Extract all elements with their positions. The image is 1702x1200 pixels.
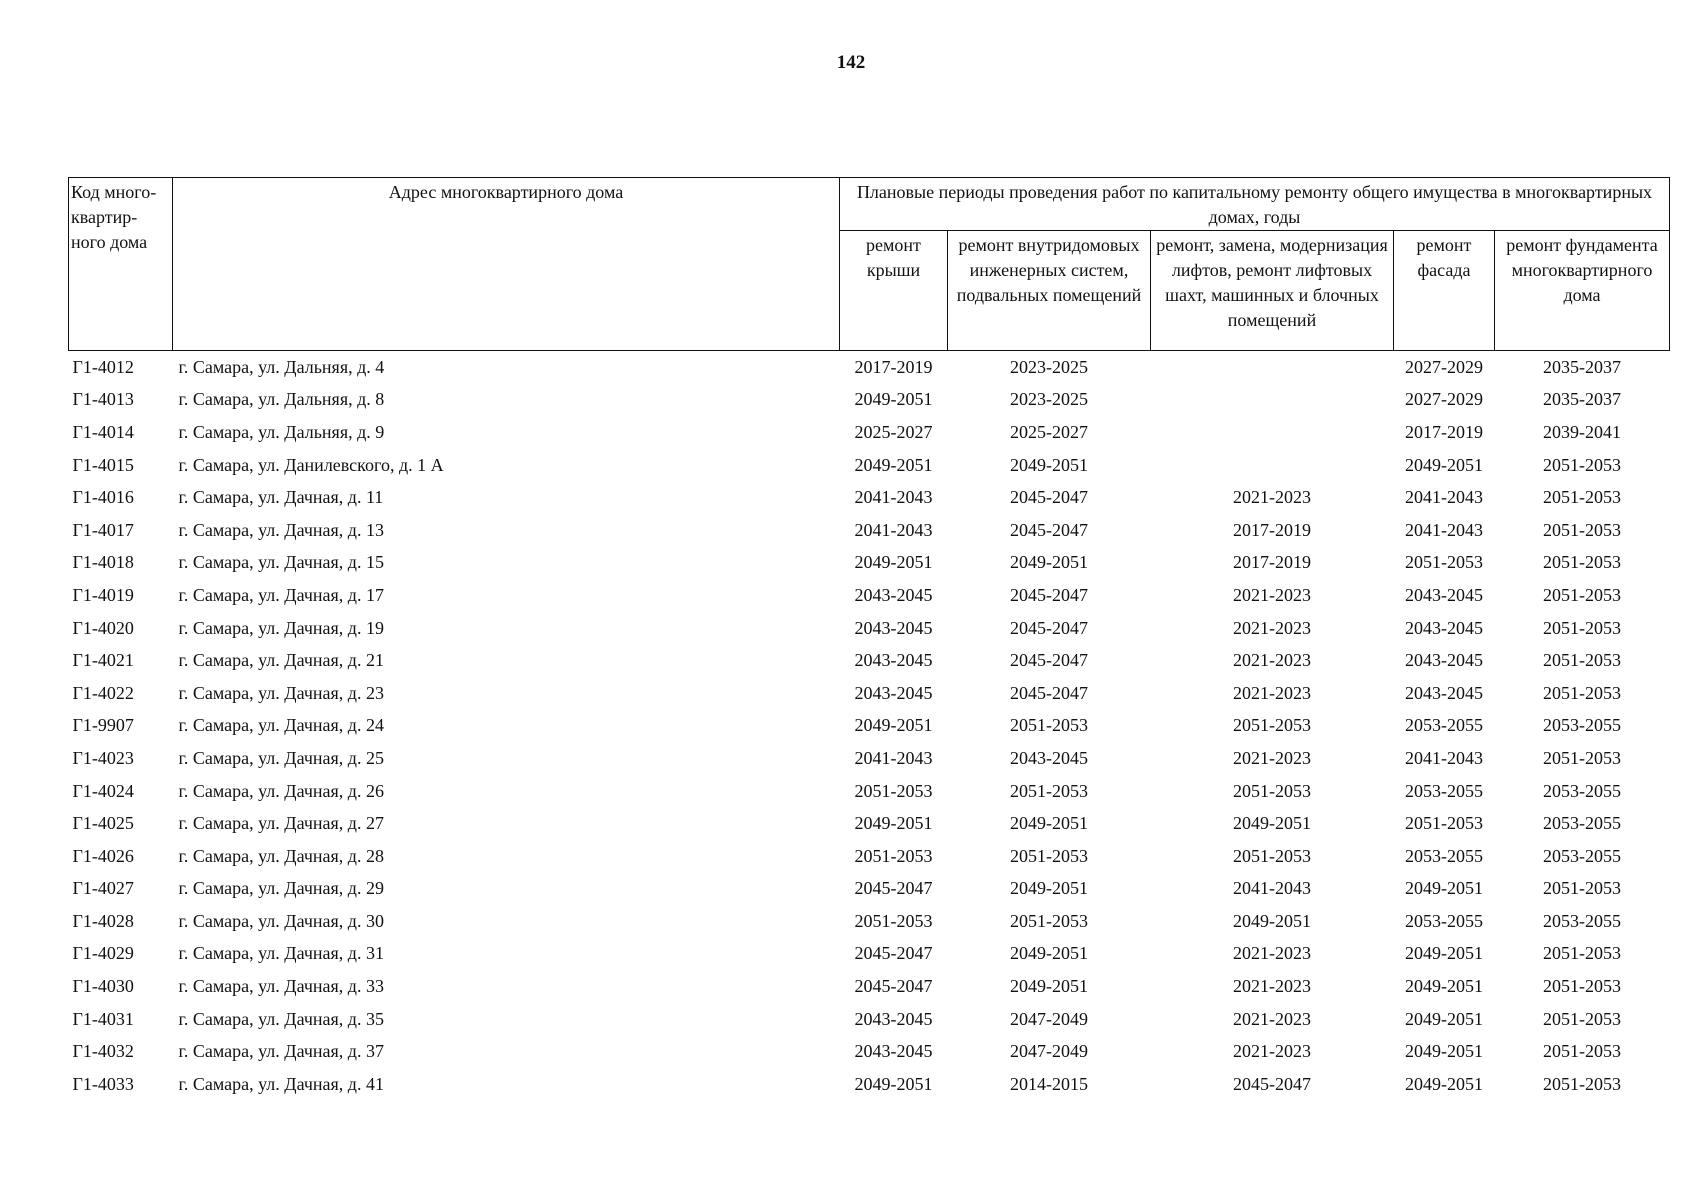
cell-address: г. Самара, ул. Дачная, д. 15 — [178, 552, 384, 573]
cell-roof: 2051-2053 — [854, 780, 933, 801]
cell-facade: 2049-2051 — [1405, 943, 1483, 964]
cell-code: Г1-4023 — [72, 747, 134, 768]
cell-address: г. Самара, ул. Дачная, д. 11 — [178, 487, 384, 508]
table-row — [69, 775, 1670, 808]
cell-facade: 2049-2051 — [1405, 1008, 1483, 1029]
cell-elevators — [1151, 351, 1394, 384]
cell-foundation: 2035-2037 — [1543, 389, 1621, 410]
table-row — [69, 677, 1670, 710]
cell-engineering: 2049-2051 — [1010, 976, 1088, 997]
cell-engineering: 2051-2053 — [1010, 845, 1088, 866]
cell-roof: 2017-2019 — [854, 356, 933, 377]
header-foundation: ремонт фундамента многоквартирного дома — [1495, 231, 1670, 351]
cell-elevators — [1151, 449, 1394, 482]
cell-roof: 2051-2053 — [854, 910, 933, 931]
cell-roof: 2043-2045 — [854, 617, 933, 638]
page-number: 142 — [836, 52, 866, 73]
cell-address: г. Самара, ул. Дальняя, д. 4 — [178, 356, 385, 377]
cell-elevators: 2021-2023 — [1233, 487, 1311, 508]
cell-engineering: 2043-2045 — [1010, 747, 1088, 768]
cell-address: г. Самара, ул. Дачная, д. 29 — [178, 878, 384, 899]
table-row — [69, 514, 1670, 547]
cell-facade: 2027-2029 — [1405, 389, 1483, 410]
cell-engineering: 2045-2047 — [1010, 584, 1088, 605]
cell-elevators — [1151, 416, 1394, 449]
cell-foundation: 2051-2053 — [1543, 1041, 1621, 1062]
cell-facade: 2017-2019 — [1405, 421, 1483, 442]
table-row — [69, 970, 1670, 1003]
table-row — [69, 547, 1670, 580]
cell-elevators: 2041-2043 — [1233, 878, 1311, 899]
cell-code: Г1-4017 — [72, 519, 134, 540]
cell-facade: 2053-2055 — [1405, 780, 1483, 801]
cell-roof: 2049-2051 — [854, 454, 933, 475]
cell-elevators: 2021-2023 — [1233, 682, 1311, 703]
table-row — [69, 612, 1670, 645]
header-address: Адрес многоквартирного дома — [173, 178, 840, 351]
cell-engineering: 2023-2025 — [1010, 389, 1088, 410]
cell-code: Г1-4019 — [72, 584, 134, 605]
cell-foundation: 2053-2055 — [1543, 715, 1621, 736]
cell-code: Г1-4014 — [72, 421, 134, 442]
cell-roof: 2049-2051 — [854, 715, 933, 736]
header-periods: Плановые периоды проведения работ по капитальному ремонту общего имущества в многоквартирных домах, годы — [840, 178, 1670, 231]
cell-address: г. Самара, ул. Дачная, д. 28 — [178, 845, 384, 866]
cell-engineering: 2045-2047 — [1010, 617, 1088, 638]
cell-address: г. Самара, ул. Дачная, д. 26 — [178, 780, 384, 801]
cell-engineering: 2045-2047 — [1010, 682, 1088, 703]
cell-facade: 2049-2051 — [1405, 1041, 1483, 1062]
cell-elevators: 2045-2047 — [1233, 1073, 1311, 1094]
cell-code: Г1-4020 — [72, 617, 134, 638]
cell-address: г. Самара, ул. Дачная, д. 27 — [178, 813, 384, 834]
cell-elevators: 2021-2023 — [1233, 976, 1311, 997]
cell-engineering: 2049-2051 — [1010, 552, 1088, 573]
cell-roof: 2041-2043 — [854, 747, 933, 768]
cell-engineering: 2014-2015 — [1010, 1073, 1088, 1094]
cell-foundation: 2053-2055 — [1543, 780, 1621, 801]
cell-elevators: 2049-2051 — [1233, 813, 1311, 834]
cell-facade: 2049-2051 — [1405, 454, 1483, 475]
cell-code: Г1-4013 — [72, 389, 134, 410]
table-row — [69, 1068, 1670, 1101]
cell-elevators: 2021-2023 — [1233, 584, 1311, 605]
header-elevators: ремонт, замена, модернизация лифтов, ремонт лифтовых шахт, машинных и блочных помещений — [1151, 231, 1394, 351]
cell-foundation: 2053-2055 — [1543, 910, 1621, 931]
cell-roof: 2043-2045 — [854, 682, 933, 703]
header-engineering: ремонт внутридомовых инженерных систем, подвальных помещений — [948, 231, 1151, 351]
cell-roof: 2043-2045 — [854, 1041, 933, 1062]
cell-elevators: 2017-2019 — [1233, 519, 1311, 540]
cell-foundation: 2051-2053 — [1543, 878, 1621, 899]
cell-address: г. Самара, ул. Дачная, д. 17 — [178, 584, 384, 605]
table-row — [69, 840, 1670, 873]
cell-roof: 2045-2047 — [854, 976, 933, 997]
cell-foundation: 2051-2053 — [1543, 487, 1621, 508]
cell-engineering: 2045-2047 — [1010, 519, 1088, 540]
cell-engineering: 2051-2053 — [1010, 780, 1088, 801]
cell-foundation: 2051-2053 — [1543, 1008, 1621, 1029]
table-row — [69, 481, 1670, 514]
cell-address: г. Самара, ул. Дачная, д. 13 — [178, 519, 384, 540]
header-facade: ремонт фасада — [1394, 231, 1495, 351]
cell-facade: 2043-2045 — [1405, 650, 1483, 671]
cell-code: Г1-4012 — [72, 356, 134, 377]
cell-engineering: 2047-2049 — [1010, 1008, 1088, 1029]
cell-code: Г1-4027 — [72, 878, 134, 899]
cell-facade: 2053-2055 — [1405, 910, 1483, 931]
cell-code: Г1-4033 — [72, 1073, 134, 1094]
cell-foundation: 2039-2041 — [1543, 421, 1621, 442]
cell-elevators: 2021-2023 — [1233, 1041, 1311, 1062]
cell-code: Г1-4030 — [72, 976, 134, 997]
cell-address: г. Самара, ул. Дачная, д. 25 — [178, 747, 384, 768]
cell-address: г. Самара, ул. Дачная, д. 21 — [178, 650, 384, 671]
cell-address: г. Самара, ул. Дачная, д. 31 — [178, 943, 384, 964]
cell-address: г. Самара, ул. Дачная, д. 24 — [178, 715, 384, 736]
cell-foundation: 2051-2053 — [1543, 682, 1621, 703]
cell-code: Г1-4031 — [72, 1008, 134, 1029]
cell-address: г. Самара, ул. Дальняя, д. 8 — [178, 389, 385, 410]
cell-roof: 2049-2051 — [854, 813, 933, 834]
cell-foundation: 2035-2037 — [1543, 356, 1621, 377]
cell-facade: 2049-2051 — [1405, 1073, 1483, 1094]
cell-code: Г1-4026 — [72, 845, 134, 866]
cell-address: г. Самара, ул. Дачная, д. 37 — [178, 1041, 384, 1062]
cell-engineering: 2049-2051 — [1010, 878, 1088, 899]
table-body — [69, 351, 1670, 1101]
table-header — [69, 178, 1670, 351]
cell-elevators: 2021-2023 — [1233, 617, 1311, 638]
table-row — [69, 351, 1670, 384]
cell-address: г. Самара, ул. Дачная, д. 35 — [178, 1008, 384, 1029]
cell-elevators: 2051-2053 — [1233, 845, 1311, 866]
cell-code: Г1-4028 — [72, 910, 134, 931]
cell-code: Г1-9907 — [72, 715, 134, 736]
cell-address: г. Самара, ул. Дачная, д. 33 — [178, 976, 384, 997]
table-row — [69, 1035, 1670, 1068]
cell-roof: 2051-2053 — [854, 845, 933, 866]
header-code: Код много-квартир-ного дома — [69, 178, 173, 351]
cell-code: Г1-4016 — [72, 487, 134, 508]
cell-foundation: 2051-2053 — [1543, 1073, 1621, 1094]
cell-foundation: 2051-2053 — [1543, 584, 1621, 605]
table-row — [69, 579, 1670, 612]
cell-foundation: 2051-2053 — [1543, 454, 1621, 475]
cell-facade: 2053-2055 — [1405, 845, 1483, 866]
cell-engineering: 2049-2051 — [1010, 943, 1088, 964]
cell-elevators: 2049-2051 — [1233, 910, 1311, 931]
cell-facade: 2049-2051 — [1405, 878, 1483, 899]
cell-facade: 2043-2045 — [1405, 584, 1483, 605]
cell-foundation: 2051-2053 — [1543, 747, 1621, 768]
cell-code: Г1-4021 — [72, 650, 134, 671]
cell-engineering: 2049-2051 — [1010, 454, 1088, 475]
cell-engineering: 2045-2047 — [1010, 487, 1088, 508]
cell-engineering: 2045-2047 — [1010, 650, 1088, 671]
cell-engineering: 2051-2053 — [1010, 910, 1088, 931]
table-row — [69, 449, 1670, 482]
table-row — [69, 710, 1670, 743]
cell-address: г. Самара, ул. Дачная, д. 23 — [178, 682, 384, 703]
cell-foundation: 2053-2055 — [1543, 845, 1621, 866]
header-roof: ремонт крыши — [840, 231, 948, 351]
cell-engineering: 2047-2049 — [1010, 1041, 1088, 1062]
cell-code: Г1-4015 — [72, 454, 134, 475]
cell-roof: 2049-2051 — [854, 389, 933, 410]
table-row — [69, 644, 1670, 677]
cell-engineering: 2049-2051 — [1010, 813, 1088, 834]
cell-address: г. Самара, ул. Дальняя, д. 9 — [178, 421, 385, 442]
table-row — [69, 807, 1670, 840]
cell-roof: 2043-2045 — [854, 1008, 933, 1029]
cell-roof: 2025-2027 — [854, 421, 933, 442]
cell-facade: 2051-2053 — [1405, 552, 1483, 573]
cell-facade: 2041-2043 — [1405, 747, 1483, 768]
table-row — [69, 384, 1670, 417]
cell-roof: 2049-2051 — [854, 552, 933, 573]
table-row — [69, 905, 1670, 938]
cell-address: г. Самара, ул. Дачная, д. 41 — [178, 1073, 384, 1094]
cell-code: Г1-4032 — [72, 1041, 134, 1062]
cell-code: Г1-4029 — [72, 943, 134, 964]
cell-facade: 2041-2043 — [1405, 519, 1483, 540]
cell-engineering: 2051-2053 — [1010, 715, 1088, 736]
cell-elevators: 2051-2053 — [1233, 780, 1311, 801]
cell-facade: 2049-2051 — [1405, 976, 1483, 997]
cell-foundation: 2051-2053 — [1543, 943, 1621, 964]
cell-roof: 2041-2043 — [854, 487, 933, 508]
cell-roof: 2045-2047 — [854, 878, 933, 899]
cell-facade: 2051-2053 — [1405, 813, 1483, 834]
cell-facade: 2043-2045 — [1405, 682, 1483, 703]
cell-elevators: 2021-2023 — [1233, 943, 1311, 964]
cell-elevators: 2021-2023 — [1233, 747, 1311, 768]
cell-engineering: 2023-2025 — [1010, 356, 1088, 377]
cell-foundation: 2051-2053 — [1543, 617, 1621, 638]
cell-roof: 2045-2047 — [854, 943, 933, 964]
cell-code: Г1-4018 — [72, 552, 134, 573]
cell-facade: 2041-2043 — [1405, 487, 1483, 508]
cell-address: г. Самара, ул. Дачная, д. 30 — [178, 910, 384, 931]
cell-elevators: 2017-2019 — [1233, 552, 1311, 573]
cell-facade: 2027-2029 — [1405, 356, 1483, 377]
cell-elevators: 2021-2023 — [1233, 1008, 1311, 1029]
table-row — [69, 938, 1670, 971]
cell-elevators: 2051-2053 — [1233, 715, 1311, 736]
cell-foundation: 2051-2053 — [1543, 552, 1621, 573]
cell-foundation: 2051-2053 — [1543, 650, 1621, 671]
cell-engineering: 2025-2027 — [1010, 421, 1088, 442]
capital-repair-table — [68, 177, 1670, 1101]
cell-facade: 2043-2045 — [1405, 617, 1483, 638]
cell-roof: 2043-2045 — [854, 650, 933, 671]
table-row — [69, 873, 1670, 906]
cell-code: Г1-4022 — [72, 682, 134, 703]
cell-code: Г1-4024 — [72, 780, 134, 801]
cell-roof: 2043-2045 — [854, 584, 933, 605]
cell-foundation: 2051-2053 — [1543, 976, 1621, 997]
cell-address: г. Самара, ул. Дачная, д. 19 — [178, 617, 384, 638]
cell-foundation: 2051-2053 — [1543, 519, 1621, 540]
table-row — [69, 1003, 1670, 1036]
cell-code: Г1-4025 — [72, 813, 134, 834]
cell-elevators: 2021-2023 — [1233, 650, 1311, 671]
cell-facade: 2053-2055 — [1405, 715, 1483, 736]
cell-address: г. Самара, ул. Данилевского, д. 1 А — [178, 454, 444, 475]
cell-roof: 2041-2043 — [854, 519, 933, 540]
table-row — [69, 742, 1670, 775]
cell-roof: 2049-2051 — [854, 1073, 933, 1094]
cell-elevators — [1151, 384, 1394, 417]
cell-foundation: 2053-2055 — [1543, 813, 1621, 834]
table-row — [69, 416, 1670, 449]
